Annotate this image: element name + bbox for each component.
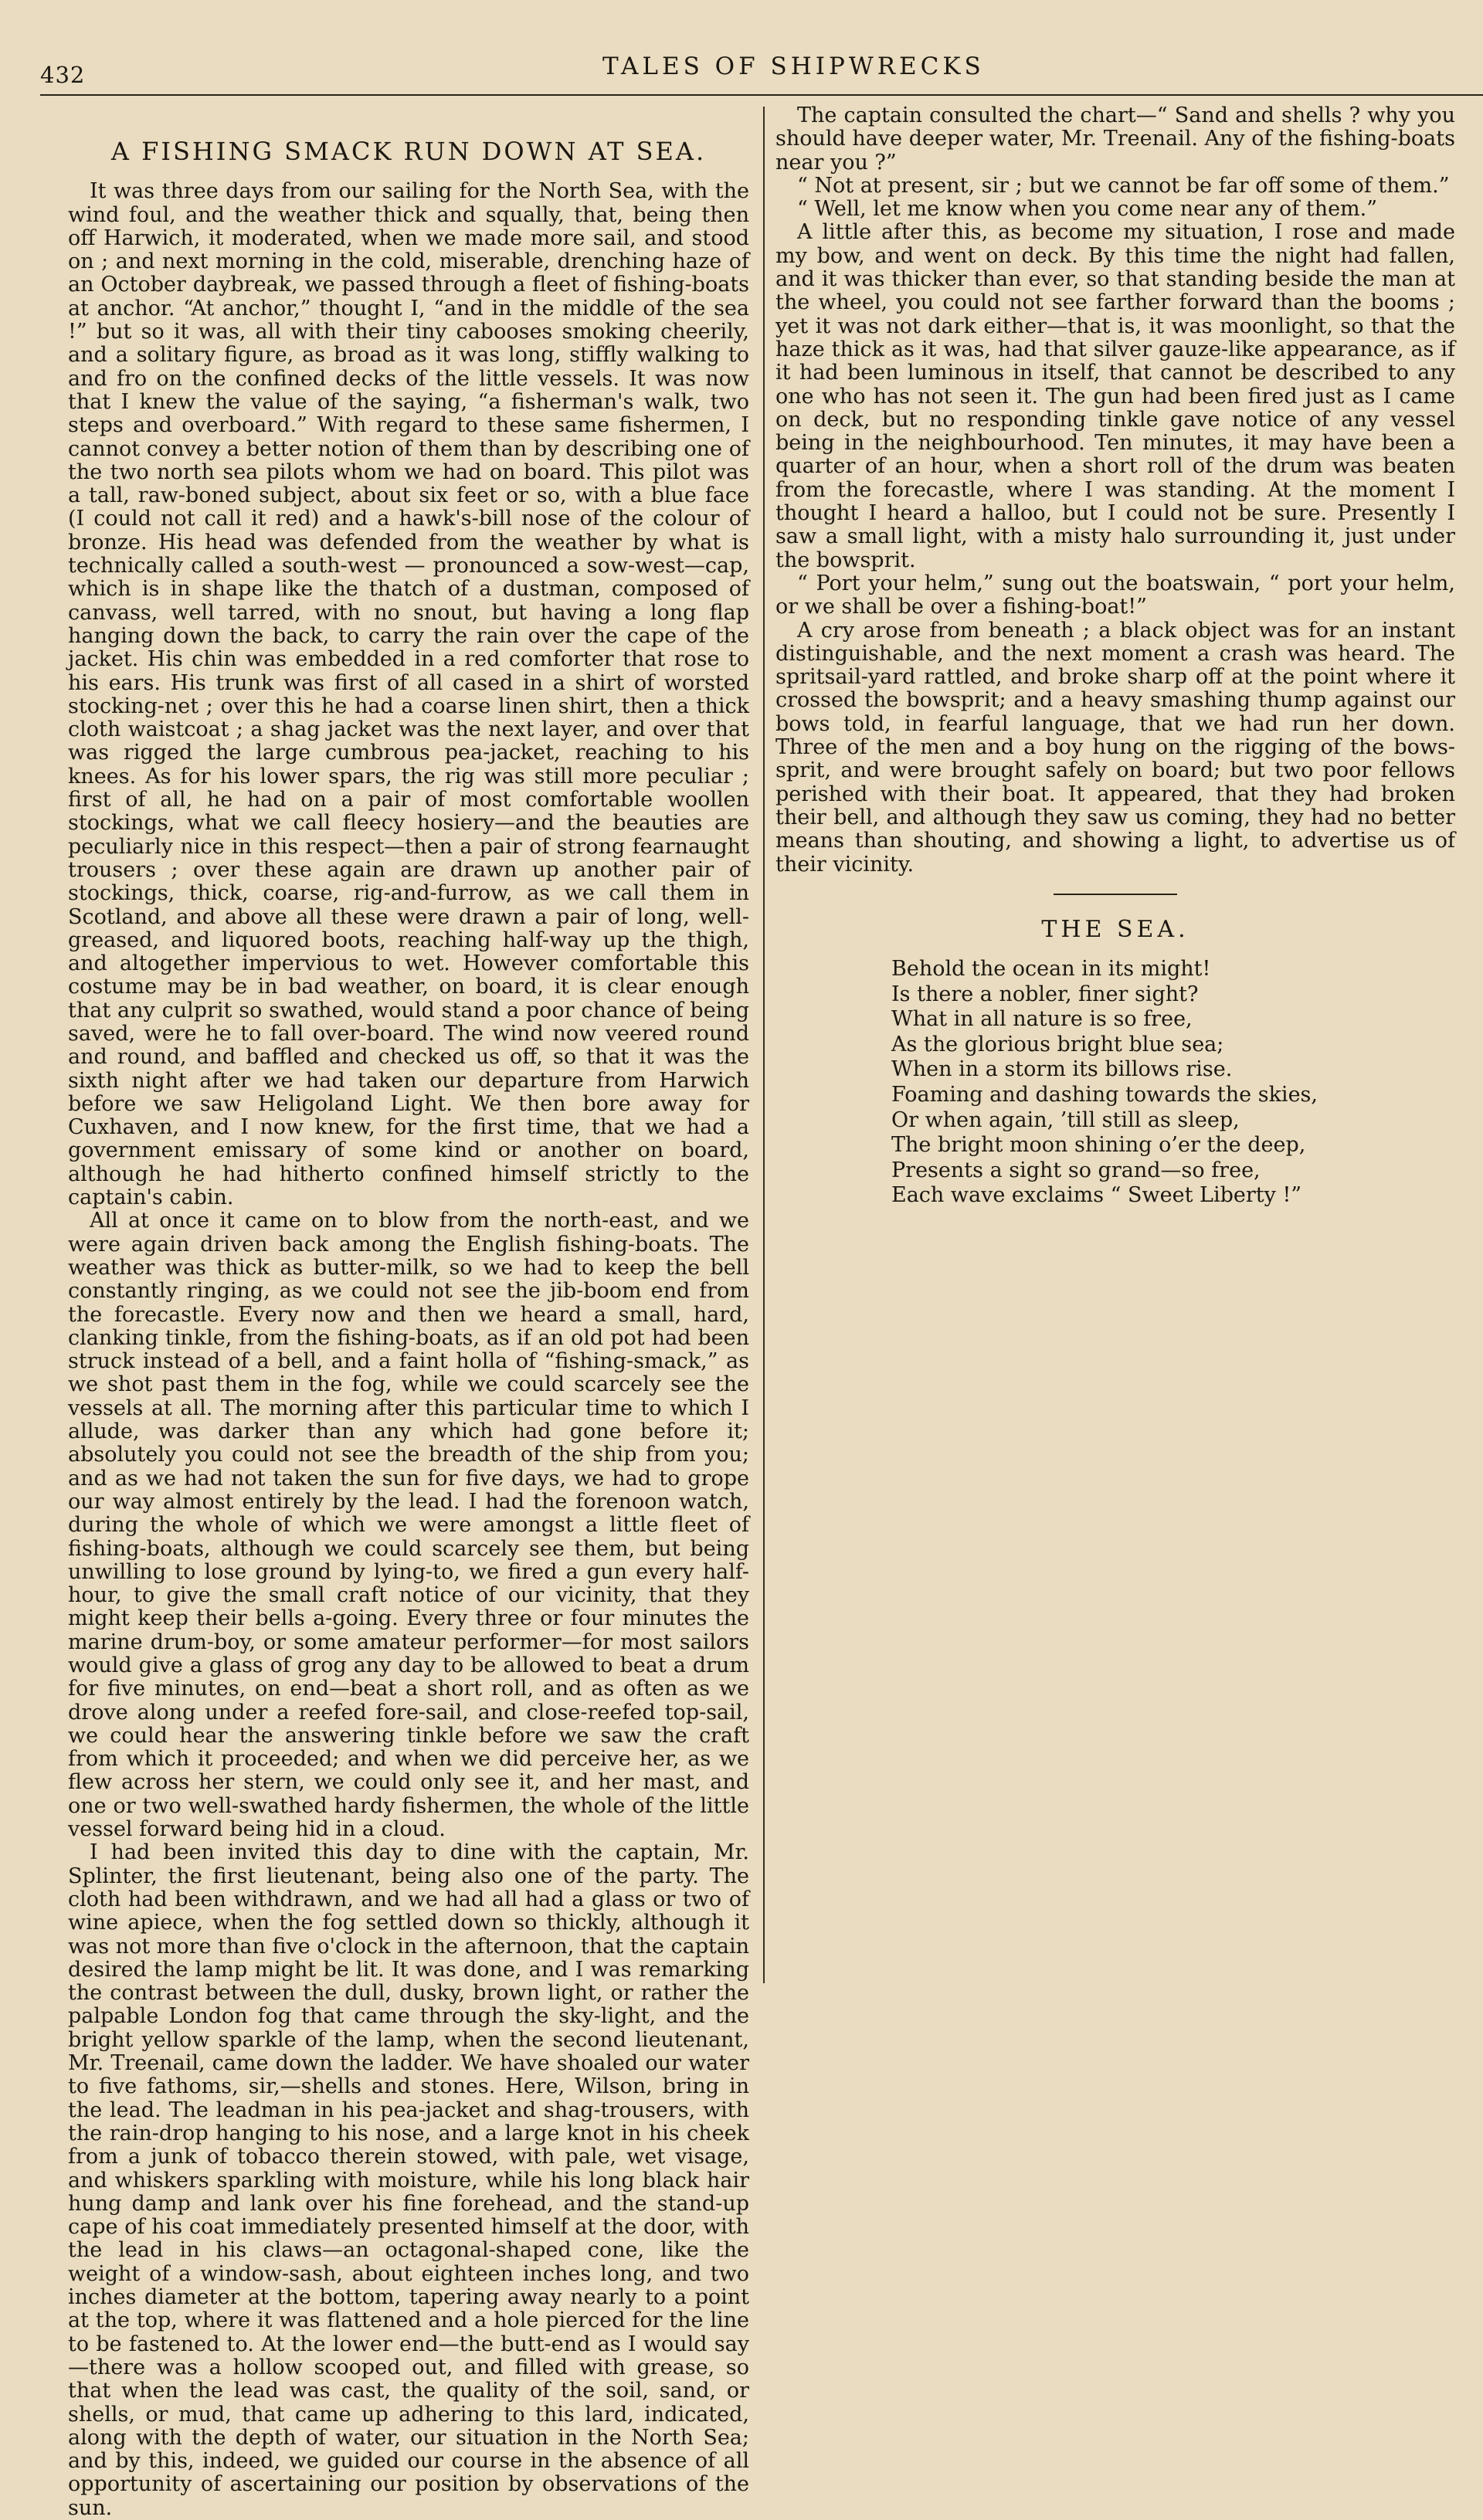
page-number: 432 — [40, 62, 86, 88]
column-divider — [763, 107, 765, 1983]
poem-line: Behold the ocean in its might! — [891, 957, 1211, 982]
header-rule — [40, 94, 1483, 96]
poem-line: What in all nature is so free, — [891, 1007, 1193, 1032]
poem-line: As the glorious bright blue sea; — [891, 1032, 1224, 1057]
paragraph: “ Not at present, sir ; but we cannot be far off some of them.” — [797, 173, 1450, 198]
poem — [891, 957, 1455, 1209]
right-column — [775, 104, 1455, 2027]
poem-line: When in a storm its billows rise. — [891, 1057, 1233, 1082]
paragraph: The captain consulted the chart—“ Sand and shells ? why you should have deeper water, Mr. Treenail. Any of the fishing-boats near you ?” — [775, 103, 1455, 175]
poem-line: The bright moon shining o’er the deep, — [891, 1133, 1306, 1158]
paragraph: All at once it came on to blow from the north-east, and we were again driven back among the English fishing-boats. The weather was thick as butter-milk, so we had to keep the bell constantly ringing, as we could not see the jib-boom end from the forecastle. Every now and then we heard a small, hard, clanking tinkle, from the fishing-boats, as if an old pot had been struck instead of a bell, and a faint holla of “fishing-smack,” as we shot past them in the fog, while we could scarcely see the vessels at all. The morning after this particular time to which I allude, was darker than any which had gone before it; absolutely you could not see the breadth of the ship from you; and as we had not taken the sun for five days, we had to grope our way almost entirely by the lead. I had the forenoon watch, during the whole of which we were amongst a little fleet of fishing-boats, although we could scarcely see them, but being unwilling to lose ground by lying-to, we fired a gun every half-hour, to give the small craft notice of our vicinity, that they might keep their bells a-going. Every three or four minutes the marine drum-boy, or some amateur performer—for most sailors would give a glass of grog any day to be allowed to beat a drum for five minutes, on end—beat a short roll, and as often as we drove along under a reefed fore-sail, and close-reefed top-sail, we could hear the answering tinkle before we saw the craft from which it proceeded; and when we did perceive her, as we flew across her stern, we could only see it, and her mast, and one or two well-swathed hardy fishermen, the whole of the little vessel forward being hid in a cloud. — [68, 1209, 749, 1842]
poem-line: Is there a nobler, finer sight? — [891, 982, 1199, 1006]
paragraph: I had been invited this day to dine with the captain, Mr. Splinter, the first lieutenant, being also one of the party. The cloth had been withdrawn, and we had all had a glass or two of wine apiece, when the fog settled down so thickly, although it was not more than five o'clock in the afternoon, that the captain desired the lamp might be lit. It was done, and I was remarking the contrast between the dull, dusky, brown light, or rather the palpable London fog that came through the sky-light, and the bright yellow sparkle of the lamp, when the second lieutenant, Mr. Treenail, came down the ladder. We have shoaled our water to five fathoms, sir,—shells and stones. Here, Wilson, bring in the lead. The leadman in his pea-jacket and shag-trousers, with the rain-drop hanging to his nose, and a large knot in his cheek from a junk of tobacco therein stowed, with pale, wet visage, and whiskers sparkling with moisture, while his long black hair hung damp and lank over his fine forehead, and the stand-up cape of his coat immediately presented himself at the door, with the lead in his claws—an octagonal-shaped cone, like the weight of a window-sash, about eighteen inches long, and two inches diameter at the bottom, tapering away nearly to a point at the top, where it was flattened and a hole pierced for the line to be fastened to. At the lower end—the butt-end as I would say—there was a hollow scooped out, and filled with grease, so that when the lead was cast, the quality of the soil, sand, or shells, or mud, that came up adhering to this lard, indicated, along with the depth of water, our situation in the North Sea; and by this, indeed, we guided our course in the absence of all opportunity of ascertaining our position by observations of the sun. — [68, 1840, 749, 2520]
poem-line: Foaming and dashing towards the skies, — [891, 1083, 1318, 1107]
paragraph: “ Port your helm,” sung out the boatswain, “ port your helm, or we shall be over a fishing-boat!” — [775, 571, 1455, 619]
running-title: TALES OF SHIPWRECKS — [602, 53, 985, 80]
paragraph: It was three days from our sailing for the North Sea, with the wind foul, and the weather thick and squally, that, being then off Harwich, it moderated, when we made more sail, and stood on ; and next morning in the cold, miserable, drenching haze of an October daybreak, we passed through a fleet of fishing-boats at anchor. “At anchor,” thought I, “and in the middle of the sea !” but so it was, all with their tiny cabooses smoking cheerily, and a solitary figure, as broad as it was long, stiffly walking to and fro on the confined decks of the little vessels. It was now that I knew the value of the saying, “a fisherman's walk, two steps and overboard.” With regard to these same fishermen, I cannot convey a better notion of them than by describing one of the two north sea pilots whom we had on board. This pilot was a tall, raw-boned subject, about six feet or so, with a blue face (I could not call it red) and a hawk's-bill nose of the colour of bronze. His head was defended from the weather by what is technically called a south-west — pronounced a sow-west—cap, which is in shape like the thatch of a dustman, composed of canvass, well tarred, with no snout, but having a long flap hanging down the back, to carry the rain over the cape of the jacket. His chin was embedded in a red comforter that rose to his ears. His trunk was first of all cased in a shirt of worsted stocking-net ; over this he had a coarse linen shirt, then a thick cloth waistcoat ; a shag jacket was the next layer, and over that was rigged the large cumbrous pea-jacket, reaching to his knees. As for his lower spars, the rig was still more peculiar ; first of all, he had on a pair of most comfortable woollen stockings, what we call fleecy hosiery—and the beauties are peculiarly nice in this respect—then a pair of strong fearnaught trousers ; over these again are drawn up another pair of stockings, thick, coarse, rig-and-furrow, as we call them in Scotland, and above all these were drawn a pair of long, well-greased, and liquored boots, reaching half-way up the thigh, and altogether impervious to wet. However comfortable this costume may be in bad weather, on board, it is clear enough that any culprit so swathed, would stand a poor chance of being saved, were he to fall over-board. The wind now veered round and round, and baffled and checked us off, so that it was the sixth night after we had taken our departure from Harwich before we saw Heligoland Light. We then bore away for Cuxhaven, and I now knew, for the first time, that we had a government emissary of some kind or another on board, although he had hitherto confined himself strictly to the captain's cabin. — [68, 179, 749, 1210]
paragraph: A little after this, as become my situation, I rose and made my bow, and went on deck. By this time the night had fallen, and it was thicker than ever, so that standing beside the man at the wheel, you could not see farther forward than the booms ; yet it was not dark either—that is, it was moonlight, so that the haze thick as it was, had that silver gauze-like appearance, as if it had been luminous in itself, that cannot be described to any one who has not seen it. The gun had been fired just as I came on deck, but no responding tinkle gave notice of any vessel being in the neighbourhood. Ten minutes, it may have been a quarter of an hour, when a short roll of the drum was beaten from the forecastle, where I was standing. At the moment I thought I heard a halloo, but I could not be sure. Presently I saw a small light, with a misty halo surrounding it, just under the bowsprit. — [775, 220, 1455, 572]
article-title: A FISHING SMACK RUN DOWN AT SEA. — [110, 137, 707, 166]
poem-line: Or when again, ’till still as sleep, — [891, 1107, 1240, 1132]
left-column — [68, 104, 749, 2520]
poem-line: Each wave exclaims “ Sweet Liberty !” — [891, 1183, 1302, 1208]
paragraph: “ Well, let me know when you come near any of them.” — [797, 197, 1378, 222]
poem-title: THE SEA. — [1041, 915, 1189, 943]
paragraph: A cry arose from beneath ; a black object was for an instant distinguishable, and the next moment a crash was heard. The spritsail-yard rattled, and broke sharp off at the point where it crossed the bowsprit; and a heavy smashing thump against our bows told, in fearful language, that we had run her down. Three of the men and a boy hung on the rigging of the bows-sprit, and were brought safely on board; but two poor fellows perished with their boat. It appeared, that they had broken their bell, and although they saw us coming, they had no better means than shouting, and showing a light, to advertise us of their vicinity. — [775, 618, 1455, 877]
poem-line: Presents a sight so grand—so free, — [891, 1158, 1261, 1182]
section-rule — [1054, 894, 1177, 895]
